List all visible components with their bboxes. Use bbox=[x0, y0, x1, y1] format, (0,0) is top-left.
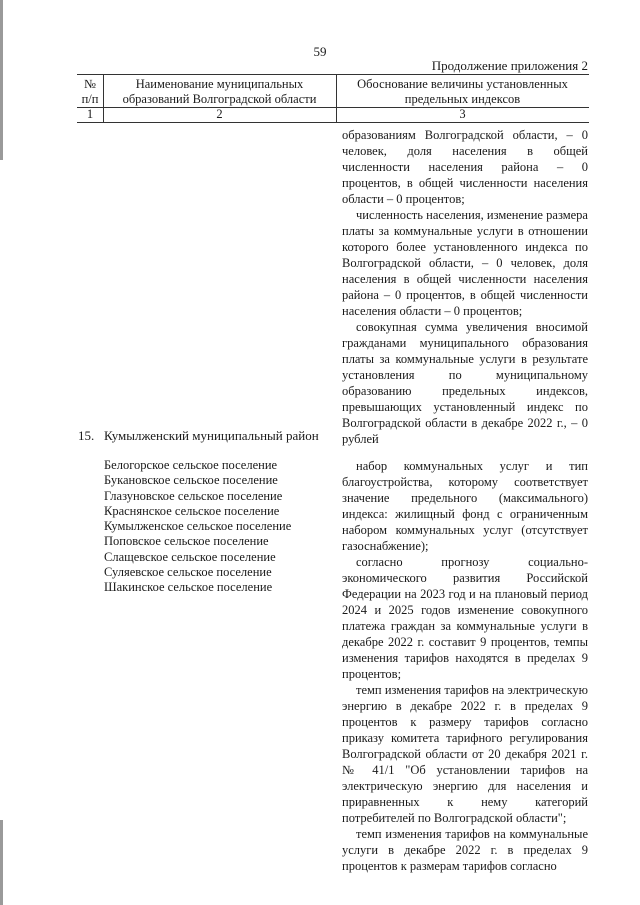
header-col-number-line1: № bbox=[84, 77, 96, 91]
page-number: 59 bbox=[313, 44, 327, 59]
settlement-item: Глазуновское сельское поселение bbox=[104, 488, 283, 503]
header-col-number bbox=[77, 77, 103, 107]
district-name: Кумылженский муниципальный район bbox=[104, 428, 319, 443]
rationale-paragraph: набор коммунальных услуг и тип благоустройства, которому соответствует значение предельного (максимального) индекса: жилищный фонд с ограниченным набором коммунальных услуг (отсутствует газоснабжение); bbox=[342, 459, 588, 553]
row-number: 15. bbox=[78, 428, 95, 443]
header-col-name-line2: образований Волгоградской области bbox=[122, 92, 317, 106]
header-col-name-line1: Наименование муниципальных bbox=[135, 77, 304, 91]
column-number-1: 1 bbox=[86, 107, 94, 121]
settlement-item: Слащевское сельское поселение bbox=[104, 549, 276, 564]
settlement-item: Суляевское сельское поселение bbox=[104, 565, 272, 580]
rationale-paragraph: численность населения, изменение размера платы за коммунальные услуги в отношении которого более установленного индекса по Волгоградской области, – 0 человек, доля населения в общей численности населения района – 0 процентов, в общей численности населения области – 0 процентов; bbox=[342, 208, 588, 318]
rationale-paragraph: совокупная сумма увеличения вносимой гражданами муниципального образования платы за коммунальные услуги в результате установления по муниципальному образованию предельных индексов, превышающих установленный индекс по Волгоградской области в декабре 2022 г., – 0 рублей bbox=[342, 320, 588, 446]
column-number-2: 2 bbox=[216, 107, 223, 121]
table-header bbox=[77, 74, 589, 123]
edge-shadow-bottom bbox=[0, 820, 3, 905]
edge-shadow-top bbox=[0, 0, 3, 160]
rationale-paragraph: согласно прогнозу социально-экономического развития Российской Федерации на 2023 год и на плановый период 2024 и 2025 годов изменение совокупного платежа граждан за коммунальные услуги в декабре 2022 г. составит 9 процентов, темпы изменения тарифов находятся в пределах 9 процентов; bbox=[342, 555, 588, 681]
header-col-name bbox=[103, 77, 336, 107]
appendix-continuation: Продолжение приложения 2 bbox=[431, 58, 588, 73]
rationale-paragraph: темп изменения тарифов на электрическую энергию в декабре 2022 г. в пределах 9 процентов к размеру тарифов согласно приказу комитета тарифного регулирования Волгоградской области от 20 декабря 2021 г. № 41/1 "Об установлении тарифов на электрическую энергию для населения и приравненных к нему категорий потребителей по Волгоградской области"; bbox=[342, 683, 588, 825]
header-col-rationale-line2: предельных индексов bbox=[404, 92, 521, 106]
settlement-item: Кумылженское сельское поселение bbox=[104, 519, 292, 534]
rationale-paragraph: темп изменения тарифов на коммунальные услуги в декабре 2022 г. в пределах 9 процентов к размерам тарифов согласно bbox=[342, 827, 588, 873]
settlement-list bbox=[104, 458, 291, 596]
header-col-rationale-line1: Обоснование величины установленных bbox=[357, 77, 568, 91]
rationale-paragraph: образованиям Волгоградской области, – 0 человек, доля населения в общей численности населения района – 0 процентов, в общей численности населения области – 0 процентов; bbox=[342, 128, 588, 206]
column-number-3: 3 bbox=[459, 107, 466, 121]
settlement-item: Поповское сельское поселение bbox=[104, 534, 269, 549]
row15-rationale bbox=[342, 458, 588, 874]
header-col-number-line2: п/п bbox=[81, 92, 99, 106]
header-col-rationale bbox=[336, 77, 589, 107]
previous-row-rationale bbox=[342, 127, 588, 447]
settlement-item: Краснянское сельское поселение bbox=[104, 503, 280, 518]
settlement-item: Шакинское сельское поселение bbox=[104, 580, 273, 595]
settlement-item: Букановское сельское поселение bbox=[104, 473, 278, 488]
settlement-item: Белогорское сельское поселение bbox=[104, 458, 278, 472]
